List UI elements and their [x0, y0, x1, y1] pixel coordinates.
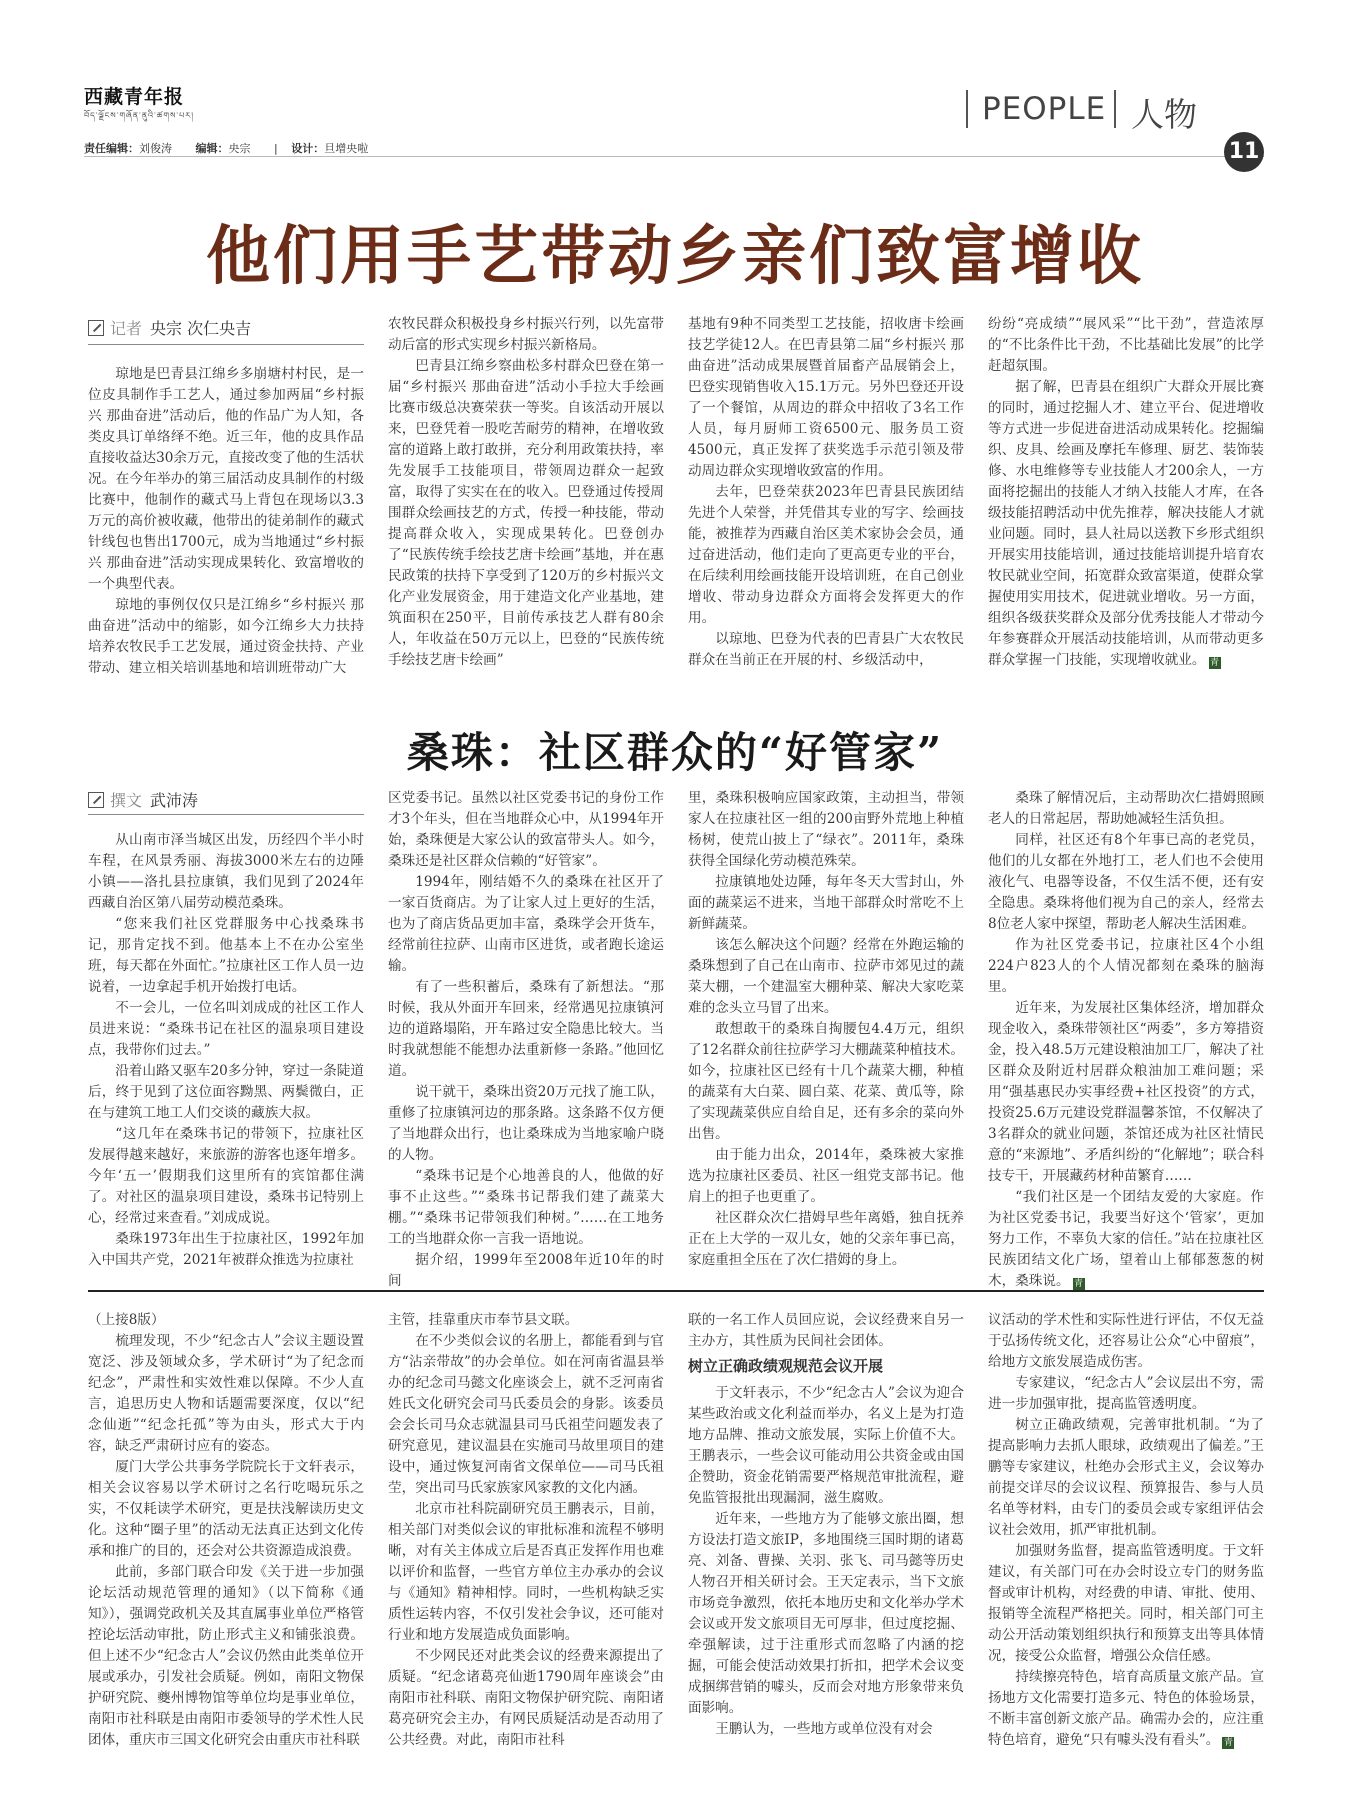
paragraph: 桑珠1973年出生于拉康社区，1992年加入中国共产党，2021年被群众推选为拉康社 — [88, 1231, 364, 1268]
article3-column-1 — [88, 1310, 364, 1810]
paragraph: 以琼地、巴登为代表的巴青县广大农牧民群众在当前正在开展的村、乡级活动中， — [688, 631, 964, 668]
byline-label: 记者 — [110, 319, 143, 338]
credits — [84, 140, 388, 156]
paragraph: 在不少类似会议的名册上，都能看到与官方“沾亲带故”的办会单位。如在河南省温县举办的纪念司马懿文化座谈会上，就不乏河南省姓氏文化研究会司马氏委员会的身影。该委员会会长司马众志就温县司马氏祖茔问题发表了研究意见，建议温县在实施司马故里项目的建设中，通过恢复河南省文保单位——司马氏祖茔，突出司马氏家族家风家教的文化内涵。 — [388, 1333, 664, 1496]
article1-column-3 — [688, 314, 964, 676]
paragraph: “我们社区是一个团结友爱的大家庭。作为社区党委书记，我要当好这个‘管家’，更加努力工作，不辜负大家的信任。”站在拉康社区民族团结文化广场，望着山上郁郁葱葱的树木，桑珠说。 青 — [988, 1189, 1264, 1289]
paragraph: 说干就干，桑珠出资20万元找了施工队，重修了拉康镇河边的那条路。这条路不仅方便了当地群众出行，也让桑珠成为当地家喻户晓的人物。 — [388, 1084, 664, 1163]
masthead-title: 西藏青年报 — [84, 86, 185, 108]
end-mark-icon: 青 — [1223, 1738, 1233, 1748]
paragraph: 琼地的事例仅仅只是江绵乡“乡村振兴 那曲奋进”活动中的缩影，如今江绵乡大力扶持培养农牧民手工艺发展，通过资金扶持、产业带动、建立相关培训基地和培训班带动广大 — [88, 597, 364, 676]
section-divider-mid — [1114, 90, 1116, 128]
design-name: 旦增央啦 — [324, 142, 369, 155]
editor2-name: 央宗 — [228, 142, 251, 155]
paragraph: 去年，巴登荣获2023年巴青县民族团结先进个人荣誉，并凭借其专业的写字、绘画技能，被推荐为西藏自治区美术家协会会员，通过奋进活动，他们走向了更高更专业的平台，在后续利用绘画技能开设培训班，在自己创业增收、带动身边群众方面将会发挥更大的作用。 — [688, 484, 964, 626]
article2-column-4 — [988, 788, 1264, 1289]
paragraph: 基地有9种不同类型工艺技能，招收唐卡绘画技艺学徒12人。在巴青县第二届“乡村振兴 那曲奋进”活动成果展暨首届畜产品展销会上，巴登实现销售收入15.1万元。另外巴登还开设了一个餐馆，从周边的群众中招收了3名工作人员，每月厨师工资6500元、服务员工资4500元，真正发挥了获奖选手示范引领及带动周边群众实现增收致富的作用。 — [688, 316, 964, 479]
paragraph: 据了解，巴青县在组织广大群众开展比赛的同时，通过挖掘人才、建立平台、促进增收等方式进一步促进奋进活动成果转化。挖掘编织、皮具、绘画及摩托车修理、厨艺、装饰装修、水电维修等专业技能人才200余人，一方面将挖掘出的技能人才纳入技能人才库，在各级技能招聘活动中优先推荐，解决技能人才就业问题。同时，县人社局以送教下乡形式组织开展实用技能培训，通过技能培训提升培育农牧民就业空间，拓宽群众致富渠道，使群众掌握使用实用技术，促进就业增收。另一方面，组织各级获奖群众及部分优秀技能人才带动今年参赛群众开展活动技能培训，从而带动更多群众掌握一门技能，实现增收就业。 青 — [988, 379, 1264, 668]
credits-divider: | — [274, 142, 278, 155]
end-mark-icon: 青 — [1074, 1279, 1084, 1289]
paragraph: 纷纷“亮成绩”“展风采”“比干劲”，营造浓厚的“不比条件比干劲，不比基础比发展”的比学赶超氛围。 — [988, 316, 1264, 374]
section-label-en: PEOPLE — [982, 91, 1107, 127]
pen-icon — [88, 792, 104, 808]
paragraph: 拉康镇地处边陲，每年冬天大雪封山，外面的蔬菜运不进来，当地干部群众时常吃不上新鲜蔬菜。 — [688, 874, 964, 932]
paragraph: 琼地是巴青县江绵乡多崩塘村村民，是一位皮具制作手工艺人，通过参加两届“乡村振兴 那曲奋进”活动后，他的作品广为人知，各类皮具订单络绎不绝。近三年，他的皮具作品直接收益达30余万元，直接改变了他的生活状况。在今年举办的第三届活动皮具制作的村级比赛中，他制作的藏式马上背包在现场以3.3万元的高价被收藏，他带出的徒弟制作的藏式针线包也售出1700元，成为当地通过“乡村振兴 那曲奋进”活动实现成果转化、致富增收的一个典型代表。 — [88, 366, 364, 592]
article1-title: 他们用手艺带动乡亲们致富增收 — [206, 220, 1144, 294]
article2-byline — [88, 788, 198, 811]
paragraph: 区党委书记。虽然以社区党委书记的身份工作才3个年头，但在当地群众心中，从1994年开始，桑珠便是大家公认的致富带头人。如今，桑珠还是社区群众信赖的“好管家”。 — [388, 790, 664, 869]
section-divider-left — [966, 90, 968, 128]
paragraph: 树立正确政绩观规范会议开展 — [688, 1357, 884, 1375]
editor-label: 责任编辑： — [84, 142, 139, 155]
page-number: 11 — [1224, 132, 1264, 172]
masthead-tibetan: བོད་ལྗོངས་གཞོན་ནུའི་ཚགས་པར། — [84, 111, 194, 120]
article2-column-2 — [388, 788, 664, 1289]
paragraph: 联的一名工作人员回应说，会议经费来自另一主办方，其性质为民间社会团体。 — [688, 1312, 964, 1349]
paragraph: 王鹏认为，一些地方或单位没有对会 — [715, 1721, 933, 1737]
paragraph: 1994年，刚结婚不久的桑珠在社区开了一家百货商店。为了让家人过上更好的生活，也为了商店货品更加丰富，桑珠学会开货车，经常前往拉萨、山南市区进货，或者跑长途运输。 — [388, 874, 664, 974]
editor-name: 刘俊涛 — [139, 142, 172, 155]
paragraph: 此前，多部门联合印发《关于进一步加强论坛活动规范管理的通知》（以下简称《通知》），强调党政机关及其直属事业单位严格管控论坛活动审批，防止形式主义和铺张浪费。但上述不少“纪念古人”会议仍然由此类单位开展或承办，引发社会质疑。例如，南阳文物保护研究院、夔州博物馆等单位均是事业单位，南阳市社科联是由南阳市委领导的学术性人民团体，重庆市三国文化研究会由重庆市社科联 — [88, 1564, 364, 1748]
paragraph: 沿着山路又驱车20多分钟，穿过一条陡道后，终于见到了这位面容黝黑、两鬓微白，正在与建筑工地工人们交谈的藏族大叔。 — [88, 1063, 364, 1121]
design-label: 设计： — [291, 142, 325, 155]
paragraph: 梳理发现，不少“纪念古人”会议主题设置宽泛、涉及领域众多，学术研讨“为了纪念而纪念”，严肃性和实效性难以保障。不少人直言，追思历史人物和话题需要深度，仅以“纪念仙逝”“纪念托孤”等为由头，形式大于内容，缺乏严肃研讨应有的姿态。 — [88, 1333, 364, 1454]
pen-icon — [88, 320, 104, 336]
byline-underline — [88, 814, 364, 815]
paragraph: 有了一些积蓄后，桑珠有了新想法。“那时候，我从外面开车回来，经常遇见拉康镇河边的道路塌陷，开车路过安全隐患比较大。当时我就想能不能想办法重新修一条路。”他回忆道。 — [388, 979, 664, 1079]
byline-authors: 央宗 次仁央吉 — [150, 319, 252, 338]
article3-column-3 — [688, 1310, 964, 1810]
paragraph: 议活动的学术性和实际性进行评估，不仅无益于弘扬传统文化，还容易让公众“心中留痕”，给地方文旅发展造成伤害。 — [988, 1312, 1264, 1370]
paragraph: 桑珠了解情况后，主动帮助次仁措姆照顾老人的日常起居，帮助她减轻生活负担。 — [988, 790, 1264, 827]
paragraph: 北京市社科院副研究员王鹏表示，目前，相关部门对类似会议的审批标准和流程不够明晰，对有关主体成立后是否真正发挥作用也难以评价和监督，一些官方单位主办承办的会议与《通知》精神相悖。同时，一些机构缺乏实质性运转内容，不仅引发社会争议，还可能对行业和地方发展造成负面影响。 — [388, 1501, 664, 1643]
paragraph: 里，桑珠积极响应国家政策，主动担当，带领家人在拉康社区一组的200亩野外荒地上种植杨树，使荒山披上了“绿衣”。2011年，桑珠获得全国绿化劳动模范殊荣。 — [688, 790, 964, 869]
paragraph: 加强财务监督，提高监管透明度。于文轩建议，有关部门可在办会时设立专门的财务监督或审计机构，对经费的申请、审批、使用、报销等全流程严格把关。同时，相关部门可主动公开活动策划组织执行和预算支出等具体情况，接受公众监督，增强公众信任感。 — [988, 1543, 1264, 1664]
paragraph: 巴青县江绵乡察曲松多村群众巴登在第一届“乡村振兴 那曲奋进”活动小手拉大手绘画比赛市级总决赛荣获一等奖。自该活动开展以来，巴登凭着一股吃苦耐劳的精神，在增收致富的道路上敢打敢拼，充分利用政策扶持，率先发展手工技能项目，带领周边群众一起致富，取得了实实在在的收入。巴登通过传授周围群众绘画技艺的方式，传授一种技能，带动提高群众收入，实现成果转化。巴登创办了“民族传统手绘技艺唐卡绘画”基地，并在惠民政策的扶持下享受到了120万的乡村振兴文化产业发展资金，用于建造文化产业基地，建筑面积在250平，目前传承技艺人群有80余人，年收益在50万元以上，巴登的“民族传统手绘技艺唐卡绘画” — [388, 358, 664, 668]
byline-author: 武沛涛 — [150, 791, 199, 810]
end-mark-icon: 青 — [1209, 658, 1219, 668]
paragraph: 由于能力出众，2014年，桑珠被大家推选为拉康社区委员、社区一组党支部书记。他肩上的担子也更重了。 — [688, 1147, 964, 1205]
editor2-label: 编辑： — [195, 142, 229, 155]
paragraph: 敢想敢干的桑珠自掏腰包4.4万元，组织了12名群众前往拉萨学习大棚蔬菜种植技术。如今，拉康社区已经有十几个蔬菜大棚，种植的蔬菜有大白菜、圆白菜、花菜、黄瓜等，除了实现蔬菜供应自给自足，还有多余的菜向外出售。 — [688, 1021, 964, 1142]
paragraph: （上接8版） — [88, 1312, 165, 1328]
article3-column-4 — [988, 1310, 1264, 1810]
article1-column-2 — [388, 314, 664, 676]
paragraph: 同样，社区还有8个年事已高的老党员，他们的儿女都在外地打工，老人们也不会使用液化气、电器等设备，不仅生活不便，还有安全隐患。桑珠将他们视为自己的亲人，经常去8位老人家中探望，帮助老人解决生活困难。 — [988, 832, 1264, 932]
paragraph: 持续擦亮特色，培育高质量文旅产品。宣扬地方文化需要打造多元、特色的体验场景，不断丰富创新文旅产品。确需办会的，应注重特色培育，避免“只有噱头没有看头”。 青 — [988, 1669, 1264, 1748]
paragraph: 不少网民还对此类会议的经费来源提出了质疑。“纪念诸葛亮仙逝1790周年座谈会”由南阳市社科联、南阳文物保护研究院、南阳诸葛亮研究会主办，有网民质疑活动是否动用了公共经费。对此，南阳市社科 — [388, 1648, 664, 1748]
paragraph: 厦门大学公共事务学院院长于文轩表示，相关会议容易以学术研讨之名行吃喝玩乐之实，不仅耗读学术研究，更是扶浅解读历史文化。这种“圈子里”的活动无法真正达到文化传承和推广的目的，还会对公共资源造成浪费。 — [88, 1459, 364, 1559]
paragraph: 据介绍，1999年至2008年近10年的时间 — [388, 1252, 664, 1289]
byline-underline — [88, 344, 364, 345]
paragraph: 农牧民群众积极投身乡村振兴行列，以先富带动后富的形式实现乡村振兴新格局。 — [388, 316, 664, 353]
article1-byline — [88, 316, 251, 339]
paragraph: 作为社区党委书记，拉康社区4个小组224户823人的个人情况都刻在桑珠的脑海里。 — [988, 937, 1264, 995]
paragraph: 社区群众次仁措姆早些年离婚，独自抚养正在上大学的一双儿女，她的父亲年事已高，家庭重担全压在了次仁措姆的身上。 — [688, 1210, 964, 1268]
section-label-cn: 人物 — [1131, 95, 1197, 134]
paragraph: “桑珠书记是个心地善良的人，他做的好事不止这些。”“桑珠书记帮我们建了蔬菜大棚。”“桑珠书记带领我们种树。”……在工地务工的当地群众你一言我一语地说。 — [388, 1168, 664, 1247]
article3-column-2 — [388, 1310, 664, 1810]
article1-column-1 — [88, 364, 364, 676]
article2-column-1 — [88, 830, 364, 1272]
paragraph: 主管，挂靠重庆市奉节县文联。 — [388, 1312, 579, 1328]
paragraph: 树立正确政绩观，完善审批机制。“为了提高影响力去抓人眼球，政绩观出了偏差。”王鹏等专家建议，杜绝办会形式主义，会议筹办前提交详尽的会议议程、预算报告、参与人员名单等材料，由专门的委员会或专家组评估会议社会效用，抓严审批机制。 — [988, 1417, 1264, 1538]
paragraph: 该怎么解决这个问题？经常在外跑运输的桑珠想到了自己在山南市、拉萨市郊见过的蔬菜大棚，一个建温室大棚种菜、解决大家吃菜难的念头立马冒了出来。 — [688, 937, 964, 1016]
section-divider — [88, 1290, 1264, 1292]
article2-title: 桑珠：社区群众的“好管家” — [406, 728, 944, 777]
paragraph: “您来我们社区党群服务中心找桑珠书记，那肯定找不到。他基本上不在办公室坐班，每天都在外面忙。”拉康社区工作人员一边说着，一边拿起手机开始拨打电话。 — [88, 916, 364, 995]
byline-label: 撰文 — [110, 791, 143, 810]
paragraph: 从山南市泽当城区出发，历经四个半小时车程，在风景秀丽、海拔3000米左右的边陲小镇——洛扎县拉康镇，我们见到了2024年西藏自治区第八届劳动模范桑珠。 — [88, 832, 364, 911]
header-rule — [84, 156, 1264, 157]
paragraph: 近年来，为发展社区集体经济，增加群众现金收入，桑珠带领社区“两委”，多方筹措资金，投入48.5万元建设粮油加工厂，解决了社区群众及附近村居群众粮油加工难问题；采用“强基惠民办实事经费+社区投资”的方式，投资25.6万元建设党群温馨茶馆，不仅解决了3名群众的就业问题，茶馆还成为社区社情民意的“来源地”、矛盾纠纷的“化解地”；联合科技专干，开展藏药材种苗繁育…… — [988, 1000, 1264, 1184]
paragraph: 近年来，一些地方为了能够文旅出圈，想方设法打造文旅IP，多地围绕三国时期的诸葛亮、刘备、曹操、关羽、张飞、司马懿等历史人物召开相关研讨会。王天定表示，当下文旅市场竞争激烈，依托本地历史和文化举办学术会议或开发文旅项目无可厚非，但过度挖掘、牵强解读，过于注重形式而忽略了内涵的挖掘，可能会使活动效果打折扣，把学术会议变成捆绑营销的噱头，反而会对地方形象带来负面影响。 — [688, 1511, 964, 1716]
paragraph: 专家建议，“纪念古人”会议层出不穷，需进一步加强审批，提高监管透明度。 — [988, 1375, 1264, 1412]
article2-column-3 — [688, 788, 964, 1272]
paragraph: 于文轩表示，不少“纪念古人”会议为迎合某些政治或文化利益而举办，名义上是为打造地方品牌、推动文旅发展，实际上价值不大。王鹏表示，一些会议可能动用公共资金或由国企赞助，资金花销需要严格规范审批流程，避免监管报批出现漏洞，滋生腐败。 — [688, 1385, 964, 1506]
article1-column-4 — [988, 314, 1264, 676]
paragraph: 不一会儿，一位名叫刘成成的社区工作人员进来说：“桑珠书记在社区的温泉项目建设点，我带你们过去。” — [88, 1000, 364, 1058]
paragraph: “这几年在桑珠书记的带领下，拉康社区发展得越来越好，来旅游的游客也逐年增多。今年‘五一’假期我们这里所有的宾馆都住满了。对社区的温泉项目建设，桑珠书记特别上心，经常过来查看。”刘成成说。 — [88, 1126, 364, 1226]
